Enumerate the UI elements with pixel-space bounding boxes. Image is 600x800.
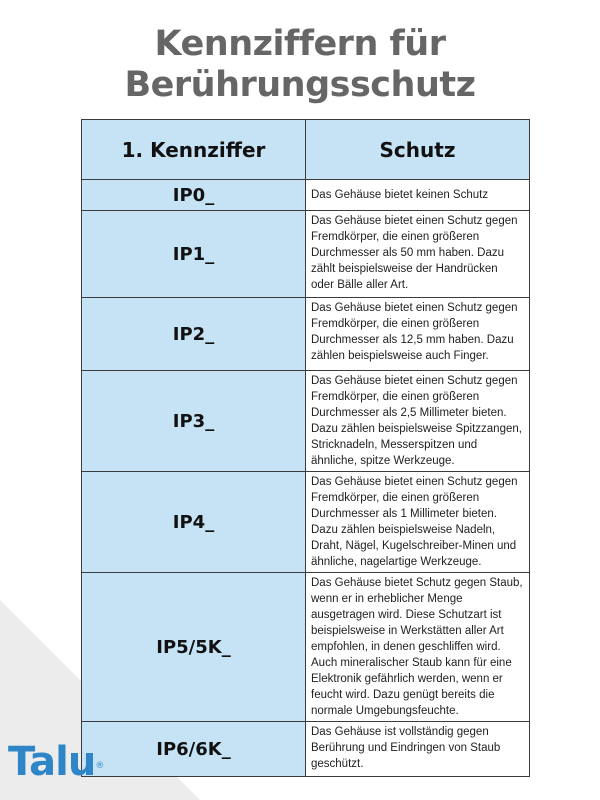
table-row bbox=[82, 371, 530, 472]
description-cell: Das Gehäuse bietet einen Schutz gegen Fremdkörper, die einen größeren Durchmesser als 12,5 mm haben. Dazu zählen beispielsweise auch Finger. bbox=[306, 298, 530, 371]
table-row bbox=[82, 472, 530, 573]
code-cell: IP1_ bbox=[82, 211, 306, 298]
table-row bbox=[82, 722, 530, 777]
table-row bbox=[82, 211, 530, 298]
description-cell: Das Gehäuse bietet einen Schutz gegen Fremdkörper, die einen größeren Durchmesser als 2,5 Millimeter bieten. Dazu zählen beispielsweise Spitzzangen, Stricknadeln, Messerspitzen und ähnliche, spitze Werkzeuge. bbox=[306, 371, 530, 472]
header-schutz: Schutz bbox=[306, 120, 530, 180]
description-cell: Das Gehäuse bietet einen Schutz gegen Fremdkörper, die einen größeren Durchmesser als 50 mm haben. Dazu zählt beispielsweise der Handrücken oder Bälle aller Art. bbox=[306, 211, 530, 298]
header-kennziffer: 1. Kennziffer bbox=[82, 120, 306, 180]
logo-text: Talu bbox=[8, 739, 96, 785]
table-header-row bbox=[82, 120, 530, 180]
code-cell: IP5/5K_ bbox=[82, 573, 306, 722]
description-cell: Das Gehäuse ist vollständig gegen Berührung und Eindringen von Staub geschützt. bbox=[306, 722, 530, 777]
description-cell: Das Gehäuse bietet keinen Schutz bbox=[306, 180, 530, 211]
code-cell: IP2_ bbox=[82, 298, 306, 371]
code-cell: IP6/6K_ bbox=[82, 722, 306, 777]
title-line-2: Berührungsschutz bbox=[124, 65, 476, 105]
registered-mark: ® bbox=[95, 761, 105, 771]
code-cell: IP3_ bbox=[82, 371, 306, 472]
talu-logo bbox=[8, 738, 104, 786]
table-row bbox=[82, 180, 530, 211]
code-cell: IP0_ bbox=[82, 180, 306, 211]
title-line-1: Kennziffern für bbox=[154, 24, 446, 64]
ip-protection-table bbox=[81, 119, 530, 777]
table-row bbox=[82, 573, 530, 722]
description-cell: Das Gehäuse bietet Schutz gegen Staub, wenn er in erheblicher Menge ausgetragen wird. Diese Schutzart ist beispielsweise in Werkstätten aller Art empfohlen, in denen geschliffen wird. Auch mineralischer Staub kann für eine Elektronik gefährlich werden, wenn er feucht wird. Dazu genügt bereits die normale Umgebungsfeuchte. bbox=[306, 573, 530, 722]
code-cell: IP4_ bbox=[82, 472, 306, 573]
table-row bbox=[82, 298, 530, 371]
page-title bbox=[0, 24, 600, 106]
description-cell: Das Gehäuse bietet einen Schutz gegen Fremdkörper, die einen größeren Durchmesser als 1 Millimeter bieten. Dazu zählen beispielsweise Nadeln, Draht, Nägel, Kugelschreiber-Minen und ähnliche, nagelartige Werkzeuge. bbox=[306, 472, 530, 573]
